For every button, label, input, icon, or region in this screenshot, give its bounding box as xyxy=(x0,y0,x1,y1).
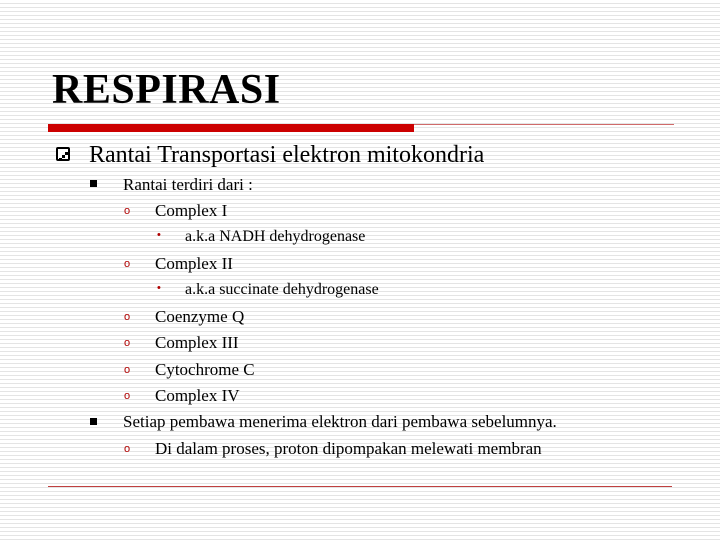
item-complex-4: Complex IV xyxy=(155,386,240,405)
circle-bullet-icon: o xyxy=(124,443,131,455)
dot-bullet-icon: • xyxy=(157,282,161,294)
point-each-carrier: Setiap pembawa menerima elektron dari pembawa sebelumnya. xyxy=(123,412,557,431)
circle-bullet-icon: o xyxy=(124,258,131,270)
circle-bullet-icon: o xyxy=(124,364,131,376)
square-bullet-icon xyxy=(90,418,97,425)
point-chain-consists: Rantai terdiri dari : xyxy=(123,175,253,194)
square-bullet-icon xyxy=(90,180,97,187)
item-complex-1: Complex I xyxy=(155,201,228,220)
item-complex-1-aka: a.k.a NADH dehydrogenase xyxy=(185,228,366,245)
item-complex-3: Complex III xyxy=(155,333,239,352)
item-coenzyme-q: Coenzyme Q xyxy=(155,307,245,326)
circle-bullet-icon: o xyxy=(124,337,131,349)
title-accent-bar xyxy=(48,124,414,132)
item-complex-2: Complex II xyxy=(155,254,233,273)
circle-bullet-icon: o xyxy=(124,311,131,323)
circle-bullet-icon: o xyxy=(124,390,131,402)
item-cytochrome-c: Cytochrome C xyxy=(155,360,255,379)
item-proton-pumping: Di dalam proses, proton dipompakan melewati membran xyxy=(155,439,542,458)
checkbox-bullet-icon xyxy=(56,147,70,161)
dot-bullet-icon: • xyxy=(157,229,161,241)
section-heading: Rantai Transportasi elektron mitokondria xyxy=(89,142,485,168)
circle-bullet-icon: o xyxy=(124,205,131,217)
bottom-divider-line xyxy=(48,486,672,487)
item-complex-2-aka: a.k.a succinate dehydrogenase xyxy=(185,281,379,298)
title-divider-line xyxy=(414,124,674,125)
slide-title: RESPIRASI xyxy=(52,67,281,113)
